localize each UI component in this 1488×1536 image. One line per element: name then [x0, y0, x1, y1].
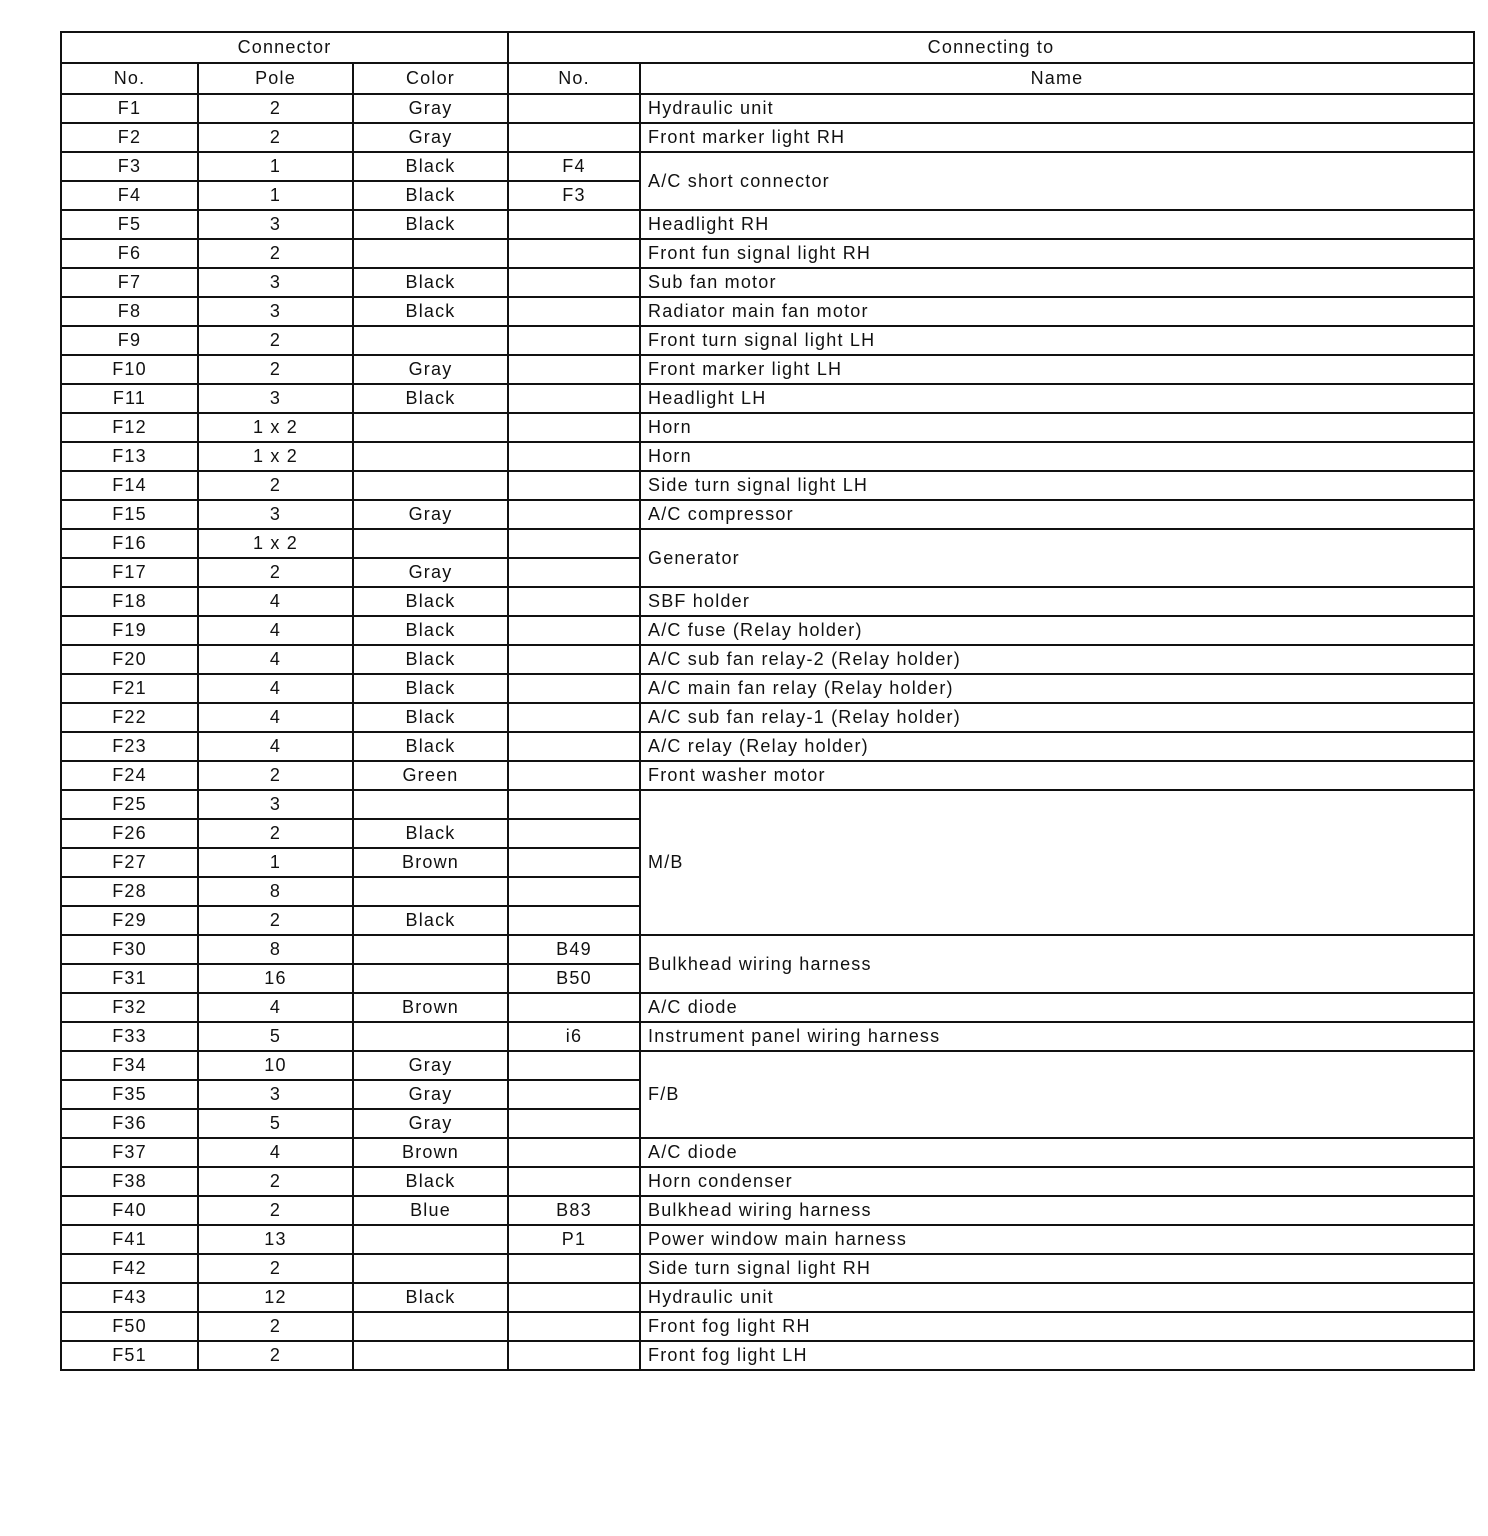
table-row	[61, 1312, 1474, 1341]
connecting-no-cell	[508, 587, 640, 616]
pole-cell: 8	[198, 935, 353, 964]
table-row	[61, 935, 1474, 964]
pole-cell: 1 x 2	[198, 442, 353, 471]
connector-no-cell: F14	[61, 471, 198, 500]
pole-cell: 3	[198, 384, 353, 413]
connecting-no-cell	[508, 1283, 640, 1312]
table-row	[61, 674, 1474, 703]
connector-no-cell: F22	[61, 703, 198, 732]
connecting-no-cell	[508, 384, 640, 413]
connecting-no-cell	[508, 123, 640, 152]
connector-no-cell: F23	[61, 732, 198, 761]
name-cell: Bulkhead wiring harness	[640, 935, 1474, 993]
connecting-no-cell	[508, 355, 640, 384]
connector-no-cell: F21	[61, 674, 198, 703]
connector-no-cell: F5	[61, 210, 198, 239]
table-row	[61, 94, 1474, 123]
connector-no-cell: F10	[61, 355, 198, 384]
connecting-no-cell	[508, 906, 640, 935]
name-cell: A/C relay (Relay holder)	[640, 732, 1474, 761]
pole-cell: 5	[198, 1109, 353, 1138]
name-cell: Instrument panel wiring harness	[640, 1022, 1474, 1051]
table-row	[61, 355, 1474, 384]
connecting-no-cell	[508, 500, 640, 529]
connecting-no-cell	[508, 297, 640, 326]
name-cell: Front fog light RH	[640, 1312, 1474, 1341]
color-cell: Gray	[353, 1080, 508, 1109]
connector-no-cell: F27	[61, 848, 198, 877]
connector-no-cell: F30	[61, 935, 198, 964]
pole-cell: 4	[198, 703, 353, 732]
pole-cell: 4	[198, 616, 353, 645]
pole-cell: 1	[198, 848, 353, 877]
col-header-name: Name	[640, 63, 1474, 94]
name-cell: Hydraulic unit	[640, 94, 1474, 123]
connecting-no-cell	[508, 1080, 640, 1109]
pole-cell: 4	[198, 587, 353, 616]
connector-no-cell: F26	[61, 819, 198, 848]
table-row	[61, 152, 1474, 181]
connecting-no-cell	[508, 1109, 640, 1138]
color-cell	[353, 1312, 508, 1341]
connector-no-cell: F6	[61, 239, 198, 268]
name-cell: Horn	[640, 413, 1474, 442]
name-cell: Horn	[640, 442, 1474, 471]
name-cell: Front fun signal light RH	[640, 239, 1474, 268]
pole-cell: 1 x 2	[198, 413, 353, 442]
name-cell: A/C main fan relay (Relay holder)	[640, 674, 1474, 703]
connecting-no-cell	[508, 703, 640, 732]
name-cell: Headlight RH	[640, 210, 1474, 239]
color-cell: Black	[353, 906, 508, 935]
connecting-no-cell	[508, 413, 640, 442]
table-row	[61, 471, 1474, 500]
color-cell	[353, 1254, 508, 1283]
table-row	[61, 123, 1474, 152]
connector-no-cell: F9	[61, 326, 198, 355]
color-cell: Black	[353, 587, 508, 616]
connecting-no-cell	[508, 1341, 640, 1370]
color-cell: Black	[353, 1283, 508, 1312]
table-row	[61, 326, 1474, 355]
connecting-no-cell	[508, 674, 640, 703]
connecting-no-cell	[508, 210, 640, 239]
color-cell: Gray	[353, 500, 508, 529]
color-cell: Gray	[353, 558, 508, 587]
color-cell	[353, 471, 508, 500]
connecting-no-cell	[508, 877, 640, 906]
pole-cell: 4	[198, 732, 353, 761]
table-row	[61, 1254, 1474, 1283]
color-cell	[353, 1225, 508, 1254]
table-row	[61, 529, 1474, 558]
color-cell	[353, 790, 508, 819]
connector-no-cell: F17	[61, 558, 198, 587]
connecting-no-cell	[508, 529, 640, 558]
color-cell: Black	[353, 1167, 508, 1196]
color-cell: Black	[353, 297, 508, 326]
connecting-no-cell	[508, 616, 640, 645]
connector-no-cell: F24	[61, 761, 198, 790]
name-cell: A/C diode	[640, 993, 1474, 1022]
connecting-no-cell	[508, 993, 640, 1022]
name-cell: Front marker light RH	[640, 123, 1474, 152]
name-cell: SBF holder	[640, 587, 1474, 616]
color-cell: Black	[353, 181, 508, 210]
color-cell	[353, 529, 508, 558]
col-header-pole: Pole	[198, 63, 353, 94]
connecting-no-cell	[508, 1254, 640, 1283]
name-cell: Horn condenser	[640, 1167, 1474, 1196]
pole-cell: 3	[198, 1080, 353, 1109]
color-cell: Black	[353, 152, 508, 181]
pole-cell: 13	[198, 1225, 353, 1254]
connector-no-cell: F38	[61, 1167, 198, 1196]
pole-cell: 2	[198, 1196, 353, 1225]
connector-group-header: Connector	[61, 32, 508, 63]
pole-cell: 2	[198, 471, 353, 500]
pole-cell: 3	[198, 500, 353, 529]
pole-cell: 3	[198, 297, 353, 326]
name-cell: F/B	[640, 1051, 1474, 1138]
table-row	[61, 1283, 1474, 1312]
pole-cell: 1 x 2	[198, 529, 353, 558]
connector-no-cell: F2	[61, 123, 198, 152]
name-cell: Front marker light LH	[640, 355, 1474, 384]
name-cell: Side turn signal light LH	[640, 471, 1474, 500]
connector-no-cell: F40	[61, 1196, 198, 1225]
connecting-no-cell: B83	[508, 1196, 640, 1225]
color-cell	[353, 1341, 508, 1370]
color-cell: Black	[353, 703, 508, 732]
table-row	[61, 1225, 1474, 1254]
color-cell: Black	[353, 268, 508, 297]
table-body	[61, 94, 1474, 1370]
pole-cell: 2	[198, 94, 353, 123]
table-row	[61, 268, 1474, 297]
table-row	[61, 297, 1474, 326]
connecting-no-cell	[508, 1167, 640, 1196]
color-cell	[353, 1022, 508, 1051]
col-header-color: Color	[353, 63, 508, 94]
name-cell: Radiator main fan motor	[640, 297, 1474, 326]
pole-cell: 2	[198, 1167, 353, 1196]
col-header-no: No.	[61, 63, 198, 94]
table-row	[61, 645, 1474, 674]
table-row	[61, 703, 1474, 732]
pole-cell: 2	[198, 819, 353, 848]
connecting-no-cell	[508, 471, 640, 500]
connector-no-cell: F33	[61, 1022, 198, 1051]
color-cell: Black	[353, 732, 508, 761]
connector-no-cell: F16	[61, 529, 198, 558]
pole-cell: 3	[198, 790, 353, 819]
connector-no-cell: F41	[61, 1225, 198, 1254]
connecting-no-cell	[508, 442, 640, 471]
pole-cell: 4	[198, 1138, 353, 1167]
connecting-no-cell: i6	[508, 1022, 640, 1051]
name-cell: Front fog light LH	[640, 1341, 1474, 1370]
pole-cell: 2	[198, 355, 353, 384]
table-row	[61, 210, 1474, 239]
name-cell: A/C fuse (Relay holder)	[640, 616, 1474, 645]
connecting-no-cell	[508, 268, 640, 297]
table-row	[61, 442, 1474, 471]
table-row	[61, 1196, 1474, 1225]
connector-no-cell: F20	[61, 645, 198, 674]
connector-no-cell: F32	[61, 993, 198, 1022]
connector-no-cell: F29	[61, 906, 198, 935]
table-row	[61, 993, 1474, 1022]
pole-cell: 2	[198, 1254, 353, 1283]
connector-no-cell: F34	[61, 1051, 198, 1080]
connector-no-cell: F11	[61, 384, 198, 413]
connector-no-cell: F51	[61, 1341, 198, 1370]
pole-cell: 16	[198, 964, 353, 993]
pole-cell: 1	[198, 181, 353, 210]
connecting-no-cell: B49	[508, 935, 640, 964]
name-cell: Sub fan motor	[640, 268, 1474, 297]
connector-no-cell: F37	[61, 1138, 198, 1167]
name-cell: Front washer motor	[640, 761, 1474, 790]
name-cell: Generator	[640, 529, 1474, 587]
pole-cell: 2	[198, 1312, 353, 1341]
color-cell: Black	[353, 645, 508, 674]
color-cell	[353, 877, 508, 906]
color-cell: Brown	[353, 993, 508, 1022]
pole-cell: 8	[198, 877, 353, 906]
pole-cell: 4	[198, 645, 353, 674]
color-cell: Brown	[353, 1138, 508, 1167]
pole-cell: 1	[198, 152, 353, 181]
connector-no-cell: F25	[61, 790, 198, 819]
color-cell	[353, 326, 508, 355]
color-cell: Green	[353, 761, 508, 790]
name-cell: Side turn signal light RH	[640, 1254, 1474, 1283]
pole-cell: 2	[198, 761, 353, 790]
name-cell: A/C diode	[640, 1138, 1474, 1167]
connector-no-cell: F7	[61, 268, 198, 297]
pole-cell: 10	[198, 1051, 353, 1080]
connector-no-cell: F18	[61, 587, 198, 616]
connector-no-cell: F42	[61, 1254, 198, 1283]
connecting-no-cell	[508, 1312, 640, 1341]
color-cell: Black	[353, 210, 508, 239]
name-cell: Hydraulic unit	[640, 1283, 1474, 1312]
name-cell: Bulkhead wiring harness	[640, 1196, 1474, 1225]
name-cell: M/B	[640, 790, 1474, 935]
pole-cell: 2	[198, 558, 353, 587]
table-row	[61, 1051, 1474, 1080]
color-cell: Brown	[353, 848, 508, 877]
pole-cell: 12	[198, 1283, 353, 1312]
name-cell: A/C sub fan relay-1 (Relay holder)	[640, 703, 1474, 732]
connecting-no-cell: P1	[508, 1225, 640, 1254]
name-cell: Headlight LH	[640, 384, 1474, 413]
connecting-no-cell	[508, 848, 640, 877]
connecting-no-cell	[508, 732, 640, 761]
color-cell	[353, 413, 508, 442]
color-cell: Black	[353, 674, 508, 703]
color-cell: Black	[353, 384, 508, 413]
connector-no-cell: F13	[61, 442, 198, 471]
connector-no-cell: F4	[61, 181, 198, 210]
connector-no-cell: F15	[61, 500, 198, 529]
connecting-no-cell	[508, 1051, 640, 1080]
connecting-no-cell: F3	[508, 181, 640, 210]
color-cell: Gray	[353, 123, 508, 152]
color-cell: Gray	[353, 1051, 508, 1080]
pole-cell: 2	[198, 906, 353, 935]
connector-no-cell: F8	[61, 297, 198, 326]
color-cell: Black	[353, 819, 508, 848]
connector-no-cell: F3	[61, 152, 198, 181]
color-cell: Gray	[353, 355, 508, 384]
connecting-no-cell	[508, 239, 640, 268]
connecting-no-cell	[508, 558, 640, 587]
table-row	[61, 790, 1474, 819]
color-cell	[353, 935, 508, 964]
connecting-no-cell	[508, 790, 640, 819]
connector-no-cell: F28	[61, 877, 198, 906]
color-cell	[353, 964, 508, 993]
connector-no-cell: F36	[61, 1109, 198, 1138]
pole-cell: 2	[198, 326, 353, 355]
table-row	[61, 1341, 1474, 1370]
table-row	[61, 239, 1474, 268]
color-cell: Blue	[353, 1196, 508, 1225]
connecting-no-cell	[508, 761, 640, 790]
table-row	[61, 384, 1474, 413]
pole-cell: 4	[198, 993, 353, 1022]
pole-cell: 3	[198, 210, 353, 239]
table-row	[61, 732, 1474, 761]
connecting-no-cell	[508, 1138, 640, 1167]
name-cell: A/C short connector	[640, 152, 1474, 210]
connecting-no-cell	[508, 326, 640, 355]
pole-cell: 2	[198, 123, 353, 152]
color-cell: Black	[353, 616, 508, 645]
connecting-no-cell: F4	[508, 152, 640, 181]
connector-no-cell: F12	[61, 413, 198, 442]
table-row	[61, 413, 1474, 442]
connector-table	[60, 31, 1475, 1371]
table-row	[61, 1022, 1474, 1051]
color-cell	[353, 442, 508, 471]
col-header-connecting-no: No.	[508, 63, 640, 94]
table-row	[61, 1138, 1474, 1167]
connecting-no-cell	[508, 819, 640, 848]
connector-no-cell: F1	[61, 94, 198, 123]
pole-cell: 2	[198, 239, 353, 268]
connecting-no-cell: B50	[508, 964, 640, 993]
color-cell	[353, 239, 508, 268]
connector-no-cell: F43	[61, 1283, 198, 1312]
table-row	[61, 1167, 1474, 1196]
connecting-no-cell	[508, 94, 640, 123]
name-cell: Front turn signal light LH	[640, 326, 1474, 355]
connector-no-cell: F35	[61, 1080, 198, 1109]
connecting-to-group-header: Connecting to	[508, 32, 1474, 63]
connector-no-cell: F50	[61, 1312, 198, 1341]
connector-no-cell: F19	[61, 616, 198, 645]
connector-no-cell: F31	[61, 964, 198, 993]
pole-cell: 3	[198, 268, 353, 297]
column-header-row	[61, 63, 1474, 94]
table-row	[61, 587, 1474, 616]
name-cell: Power window main harness	[640, 1225, 1474, 1254]
color-cell: Gray	[353, 94, 508, 123]
table-row	[61, 761, 1474, 790]
name-cell: A/C compressor	[640, 500, 1474, 529]
pole-cell: 5	[198, 1022, 353, 1051]
connecting-no-cell	[508, 645, 640, 674]
table-row	[61, 616, 1474, 645]
table-row	[61, 500, 1474, 529]
name-cell: A/C sub fan relay-2 (Relay holder)	[640, 645, 1474, 674]
pole-cell: 2	[198, 1341, 353, 1370]
group-header-row	[61, 32, 1474, 63]
color-cell: Gray	[353, 1109, 508, 1138]
pole-cell: 4	[198, 674, 353, 703]
